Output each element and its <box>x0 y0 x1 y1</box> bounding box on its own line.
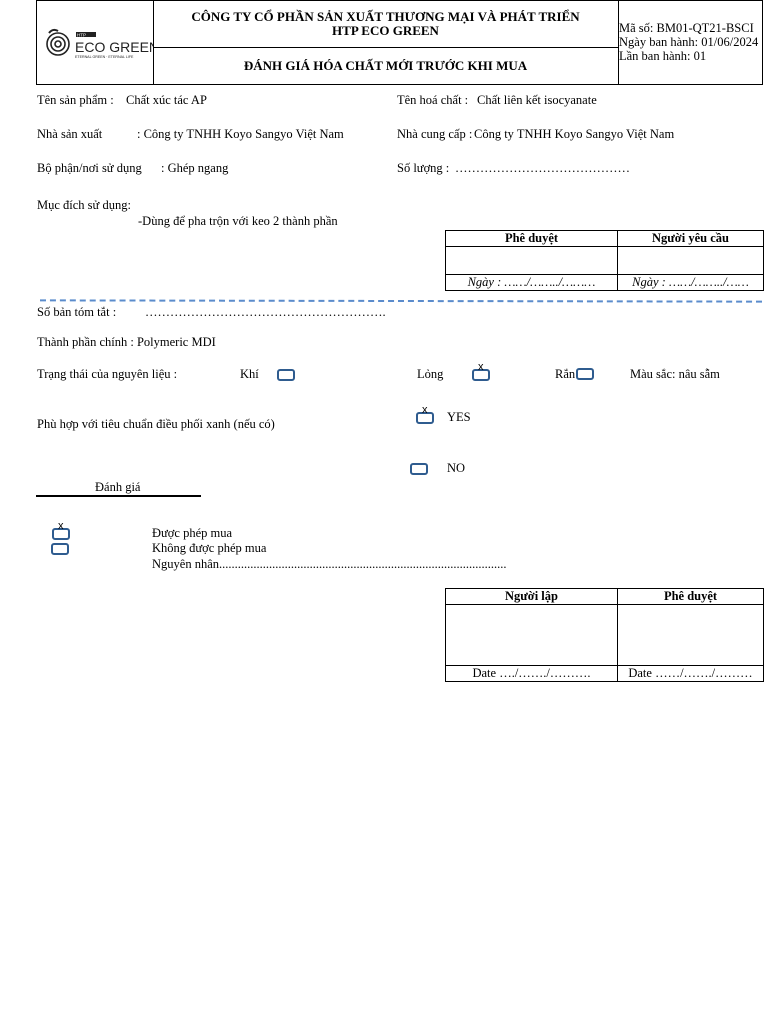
approver-date: Date ……/……./……… <box>618 666 764 682</box>
requester-date: Ngày : ……/……../…… <box>618 275 764 291</box>
preparer-signature-cell[interactable] <box>446 605 618 666</box>
department-value: : Ghép ngang <box>161 161 229 175</box>
evaluation-underline <box>36 495 201 497</box>
check-mark-icon: x <box>478 361 484 373</box>
approval-table <box>445 230 764 291</box>
summary-label: Số bản tóm tắt : <box>37 305 117 319</box>
revision: Lần ban hành: 01 <box>619 49 707 63</box>
logo-wordmark: ECO GREEN <box>75 39 153 55</box>
product-name-label: Tên sản phẩm : <box>37 93 114 107</box>
document-meta <box>619 21 758 63</box>
yes-label: YES <box>447 410 471 424</box>
svg-text:ETERNAL GREEN · ETERNAL LIFE: ETERNAL GREEN · ETERNAL LIFE <box>75 55 134 59</box>
requester-header: Người yêu cầu <box>618 231 764 247</box>
preparer-header: Người lập <box>446 589 618 605</box>
not-allowed-label: Không được phép mua <box>152 541 267 555</box>
approval-header: Phê duyệt <box>446 231 618 247</box>
purpose-value: -Dùng để pha trộn với keo 2 thành phần <box>138 214 338 228</box>
not-allowed-checkbox[interactable] <box>51 543 69 555</box>
reason-field[interactable]: Nguyên nhân............................................................................................ <box>152 557 507 571</box>
company-logo <box>37 1 154 85</box>
yes-checkbox[interactable] <box>416 404 434 424</box>
section-divider <box>40 299 762 302</box>
main-composition: Thành phần chính : Polymeric MDI <box>37 335 216 349</box>
issue-date: Ngày ban hành: 01/06/2024 <box>619 35 759 49</box>
chemical-name-value: Chất liên kết isocyanate <box>477 93 597 107</box>
quantity-label: Số lượng : <box>397 161 450 175</box>
quantity-value: …………………………………… <box>455 161 630 175</box>
approver-signature-cell[interactable] <box>618 605 764 666</box>
summary-value: …………………………………………………. <box>145 305 386 319</box>
material-state-label: Trạng thái của nguyên liệu : <box>37 367 178 381</box>
green-standard-label: Phù hợp với tiêu chuẩn điều phối xanh (nếu có) <box>37 417 275 431</box>
state-liquid-checkbox[interactable] <box>472 361 490 381</box>
company-name: CÔNG TY CỔ PHẦN SẢN XUẤT THƯƠNG MẠI VÀ PHÁT TRIỂN HTP ECO GREEN <box>153 1 618 48</box>
form-header <box>36 0 763 85</box>
allowed-checkbox[interactable] <box>52 520 70 540</box>
approver-header: Phê duyệt <box>618 589 764 605</box>
no-checkbox[interactable] <box>410 463 428 475</box>
state-solid-label: Rắn <box>555 367 576 381</box>
supplier-value: Công ty TNHH Koyo Sangyo Việt Nam <box>474 127 675 141</box>
product-name-value: Chất xúc tác AP <box>126 93 207 107</box>
requester-signature-cell[interactable] <box>618 247 764 275</box>
state-solid-checkbox[interactable] <box>576 368 594 380</box>
supplier-label: Nhà cung cấp : <box>397 127 473 141</box>
signature-table <box>445 588 764 682</box>
no-label: NO <box>447 461 466 475</box>
state-gas-checkbox[interactable] <box>277 369 295 381</box>
preparer-date: Date …./……./………. <box>446 666 618 682</box>
manufacturer-value: : Công ty TNHH Koyo Sangyo Việt Nam <box>137 127 344 141</box>
check-mark-icon: x <box>58 520 64 532</box>
approval-signature-cell[interactable] <box>446 247 618 275</box>
approval-date: Ngày : ……/……../……… <box>446 275 618 291</box>
purpose-label: Mục đích sử dụng: <box>37 198 131 212</box>
chemical-name-label: Tên hoá chất : <box>397 93 469 107</box>
form-title: ĐÁNH GIÁ HÓA CHẤT MỚI TRƯỚC KHI MUA <box>243 58 528 73</box>
manufacturer-label: Nhà sản xuất <box>37 127 103 141</box>
state-liquid-label: Lỏng <box>417 367 444 381</box>
check-mark-icon: x <box>422 404 428 416</box>
state-gas-label: Khí <box>240 367 259 381</box>
eco-green-logo-icon <box>37 1 153 85</box>
evaluation-title: Đánh giá <box>95 480 141 494</box>
svg-text:HTP: HTP <box>77 32 86 38</box>
department-label: Bộ phận/nơi sử dụng <box>37 161 142 175</box>
document-code: Mã số: BM01-QT21-BSCI <box>619 21 754 35</box>
allowed-label: Được phép mua <box>152 526 233 540</box>
color-value: Màu sắc: nâu sẫm <box>630 367 720 381</box>
